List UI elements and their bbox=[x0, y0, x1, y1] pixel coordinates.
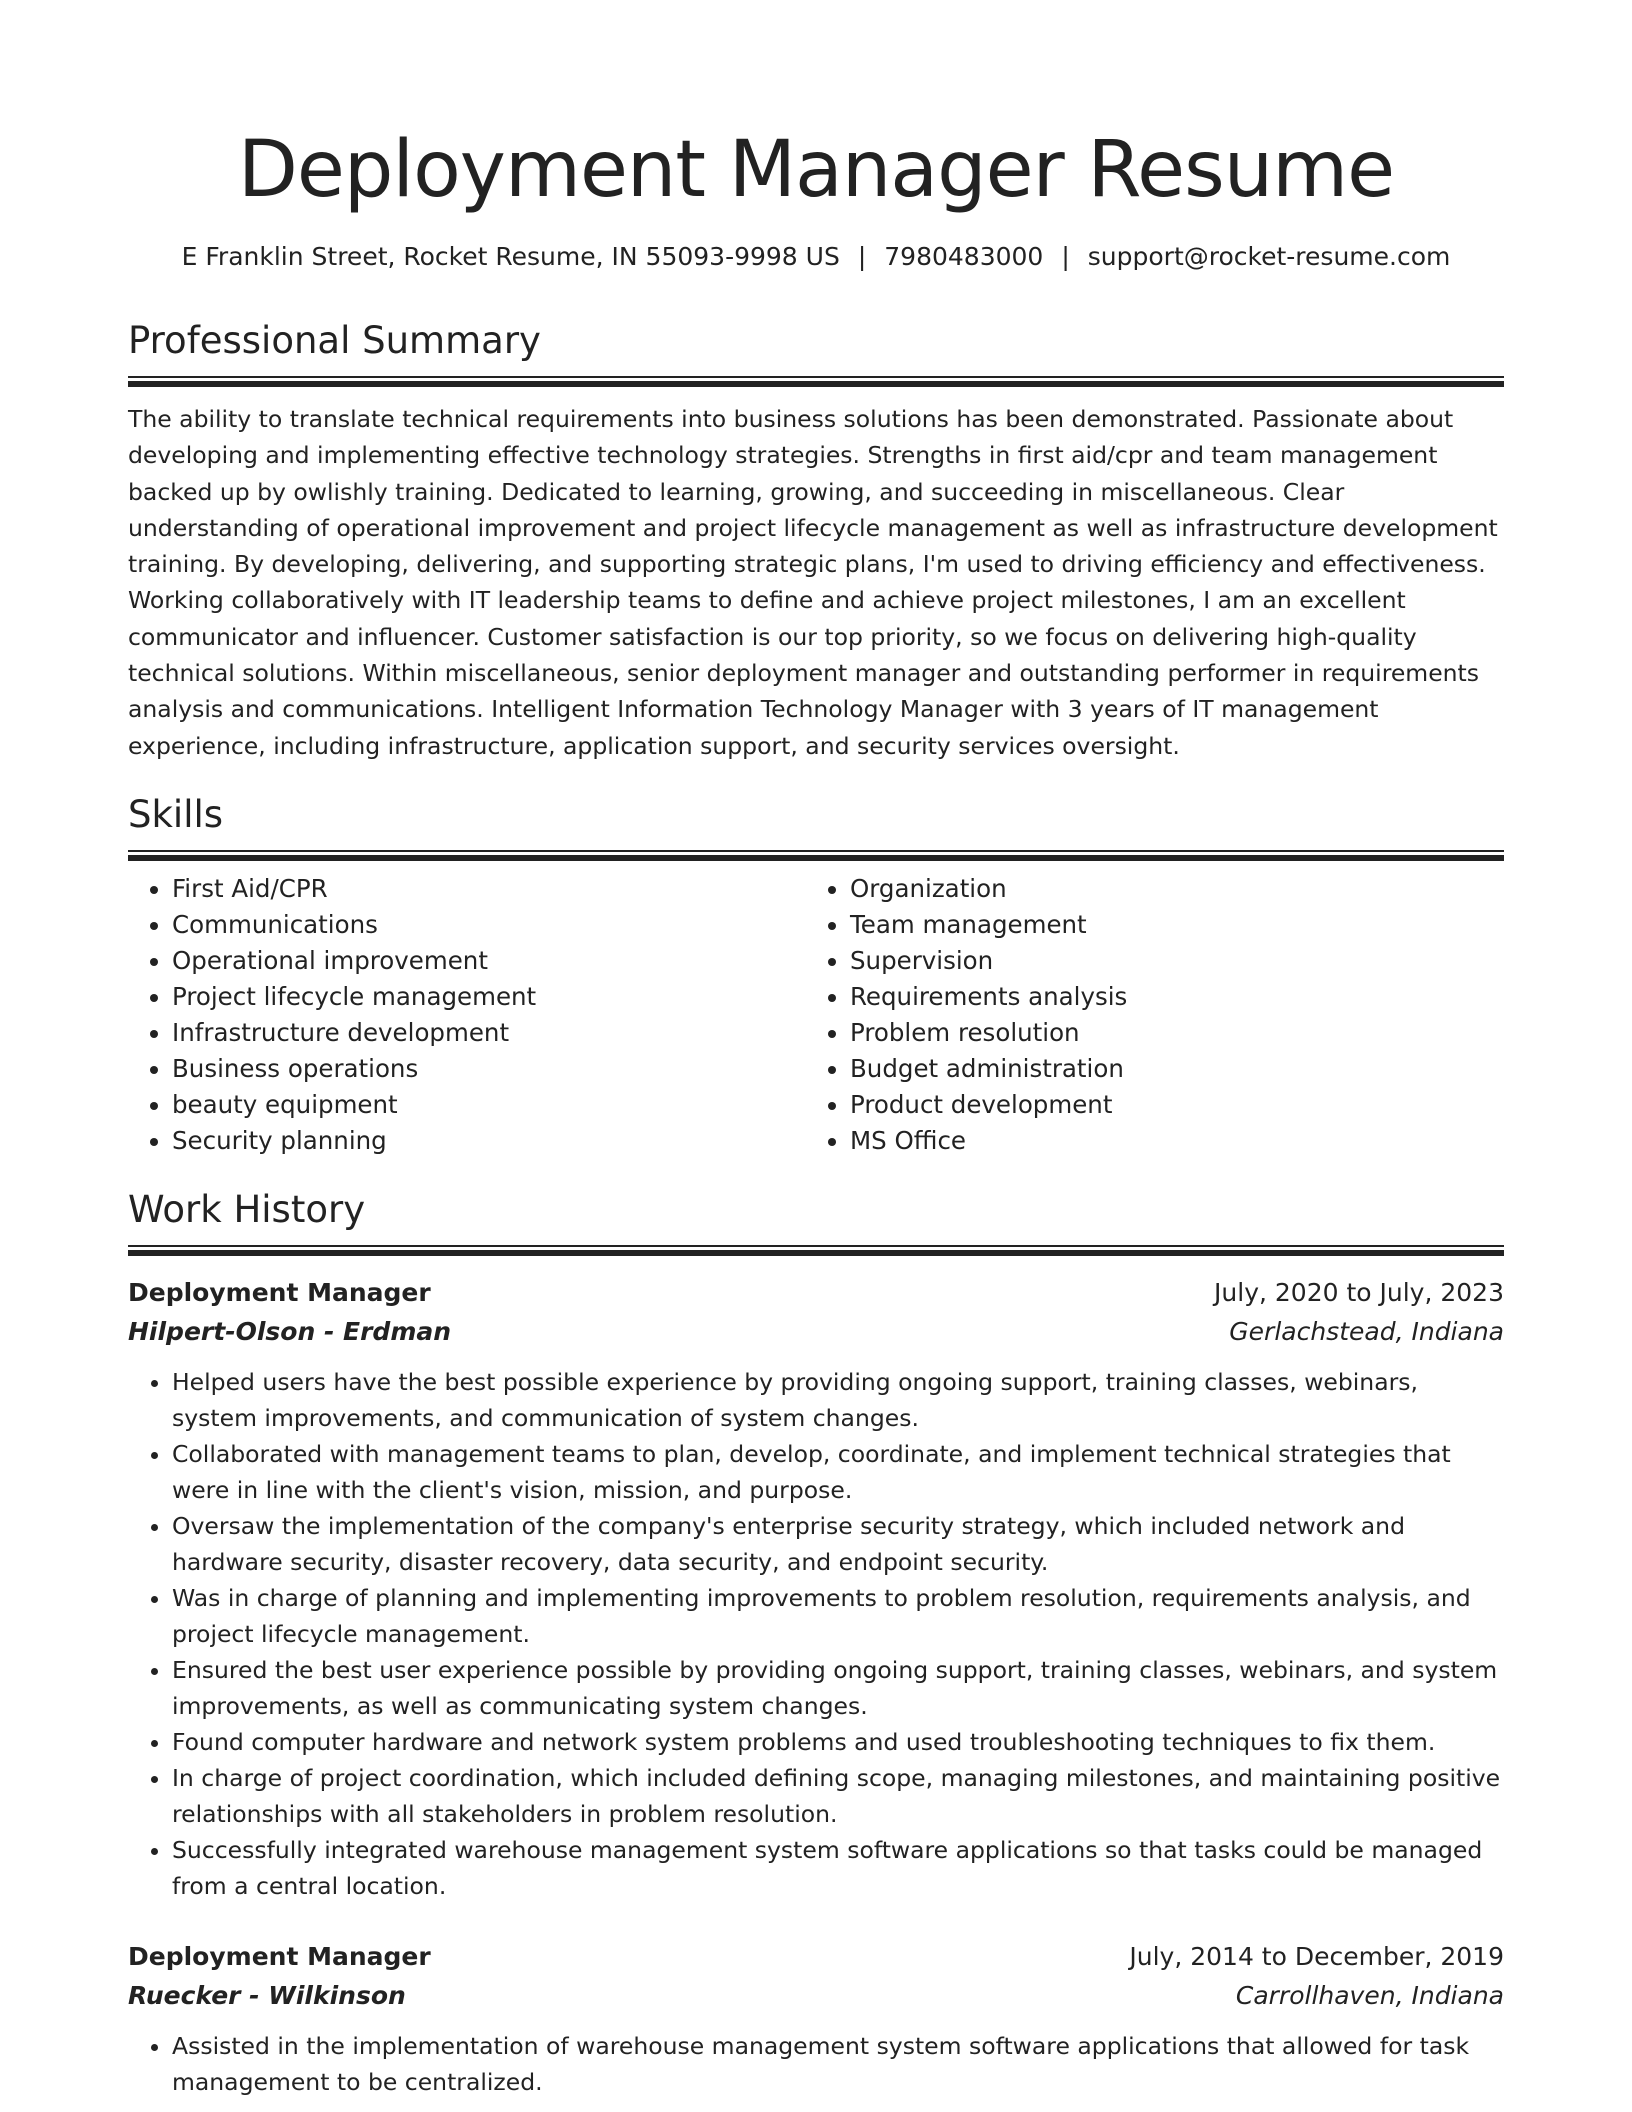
section-divider bbox=[128, 850, 1504, 861]
job-bullet: • Oversaw the implementation of the company's enterprise security strategy, which included network and hardware security, disaster recovery, data security, and endpoint security. bbox=[172, 1508, 1504, 1580]
job-entry bbox=[128, 1274, 1504, 1904]
skill-item: • Business operations bbox=[172, 1051, 806, 1087]
contact-email: support@rocket-resume.com bbox=[1087, 242, 1451, 271]
job-title: Deployment Manager bbox=[128, 1941, 431, 1971]
contact-separator: | bbox=[857, 242, 867, 271]
skill-item: • beauty equipment bbox=[172, 1087, 806, 1123]
job-company-row bbox=[128, 1976, 1504, 2016]
skill-item: • Project lifecycle management bbox=[172, 979, 806, 1015]
job-location: Gerlachstead, Indiana bbox=[1229, 1316, 1504, 1346]
job-company-row bbox=[128, 1312, 1504, 1352]
skills-section bbox=[128, 790, 1504, 1159]
skill-item: • Operational improvement bbox=[172, 943, 806, 979]
job-bullet: • Was in charge of planning and implementing improvements to problem resolution, requirements analysis, and project lifecycle management. bbox=[172, 1580, 1504, 1652]
contact-separator: | bbox=[1061, 242, 1070, 271]
skill-item: • Budget administration bbox=[850, 1051, 1484, 1087]
job-bullet: • In charge of project coordination, which included defining scope, managing milestones, and maintaining positive relationships with all stakeholders in problem resolution. bbox=[172, 1760, 1504, 1832]
skills-list-left bbox=[128, 871, 806, 1159]
skill-item: • Security planning bbox=[172, 1123, 806, 1159]
resume-page bbox=[128, 0, 1504, 2100]
skills-columns bbox=[128, 871, 1504, 1159]
skill-item: • MS Office bbox=[850, 1123, 1484, 1159]
job-header-row bbox=[128, 1274, 1504, 1312]
skill-item: • First Aid/CPR bbox=[172, 871, 806, 907]
resume-title: Deployment Manager Resume bbox=[237, 125, 1395, 215]
section-heading-skills: Skills bbox=[128, 792, 224, 836]
skills-list-right bbox=[806, 871, 1484, 1159]
skill-item: • Team management bbox=[850, 907, 1484, 943]
skill-item: • Communications bbox=[172, 907, 806, 943]
job-bullet: • Helped users have the best possible experience by providing ongoing support, training classes, webinars, system improvements, and communication of system changes. bbox=[172, 1364, 1504, 1436]
section-divider bbox=[128, 1245, 1504, 1256]
job-bullets bbox=[128, 1364, 1504, 1904]
section-heading-summary: Professional Summary bbox=[128, 319, 541, 362]
job-bullet: • Successfully integrated warehouse management system software applications so that tasks could be managed from a central location. bbox=[172, 1832, 1504, 1904]
job-title: Deployment Manager bbox=[128, 1277, 431, 1307]
job-bullet: • Found computer hardware and network system problems and used troubleshooting techniques to fix them. bbox=[172, 1724, 1504, 1760]
job-header-row bbox=[128, 1938, 1504, 1976]
job-dates: July, 2020 to July, 2023 bbox=[1214, 1277, 1504, 1307]
job-bullet: • Assisted in the implementation of warehouse management system software applications that allowed for task management to be centralized. bbox=[172, 2028, 1504, 2100]
skill-item: • Organization bbox=[850, 871, 1484, 907]
professional-summary-section bbox=[128, 316, 1504, 764]
skill-item: • Infrastructure development bbox=[172, 1015, 806, 1051]
skill-item: • Product development bbox=[850, 1087, 1484, 1123]
contact-address: E Franklin Street, Rocket Resume, IN 55093-9998 US bbox=[181, 242, 840, 271]
job-location: Carrollhaven, Indiana bbox=[1235, 1980, 1504, 2010]
job-company: Ruecker - Wilkinson bbox=[128, 1980, 406, 2010]
skill-item: • Problem resolution bbox=[850, 1015, 1484, 1051]
contact-line bbox=[128, 240, 1504, 274]
summary-text: The ability to translate technical requirements into business solutions has been demonstrated. Passionate about developing and implementing effective technology strategies. Strengths in first aid/cpr and team management backed up by owlishly training. Dedicated to learning, growing, and succeeding in miscellaneous. Clear understanding of operational improvement and project lifecycle management as well as infrastructure development training. By developing, delivering, and supporting strategic plans, I'm used to driving efficiency and effectiveness. Working collaboratively with IT leadership teams to define and achieve project milestones, I am an excellent communicator and influencer. Customer satisfaction is our top priority, so we focus on delivering high-quality technical solutions. Within miscellaneous, senior deployment manager and outstanding performer in requirements analysis and communications. Intelligent Information Technology Manager with 3 years of IT management experience, including infrastructure, application support, and security services oversight. bbox=[128, 405, 1498, 760]
skill-item: • Requirements analysis bbox=[850, 979, 1484, 1015]
section-heading-work-history: Work History bbox=[128, 1187, 366, 1231]
job-entry bbox=[128, 1938, 1504, 2100]
job-company: Hilpert-Olson - Erdman bbox=[128, 1316, 452, 1346]
job-bullet: • Ensured the best user experience possible by providing ongoing support, training classes, webinars, and system improvements, as well as communicating system changes. bbox=[172, 1652, 1504, 1724]
job-bullet: • Collaborated with management teams to plan, develop, coordinate, and implement technical strategies that were in line with the client's vision, mission, and purpose. bbox=[172, 1436, 1504, 1508]
contact-phone: 7980483000 bbox=[884, 242, 1044, 271]
job-dates: July, 2014 to December, 2019 bbox=[1129, 1941, 1504, 1971]
work-history-section bbox=[128, 1185, 1504, 2100]
job-bullets bbox=[128, 2028, 1504, 2100]
skill-item: • Supervision bbox=[850, 943, 1484, 979]
section-divider bbox=[128, 376, 1504, 387]
